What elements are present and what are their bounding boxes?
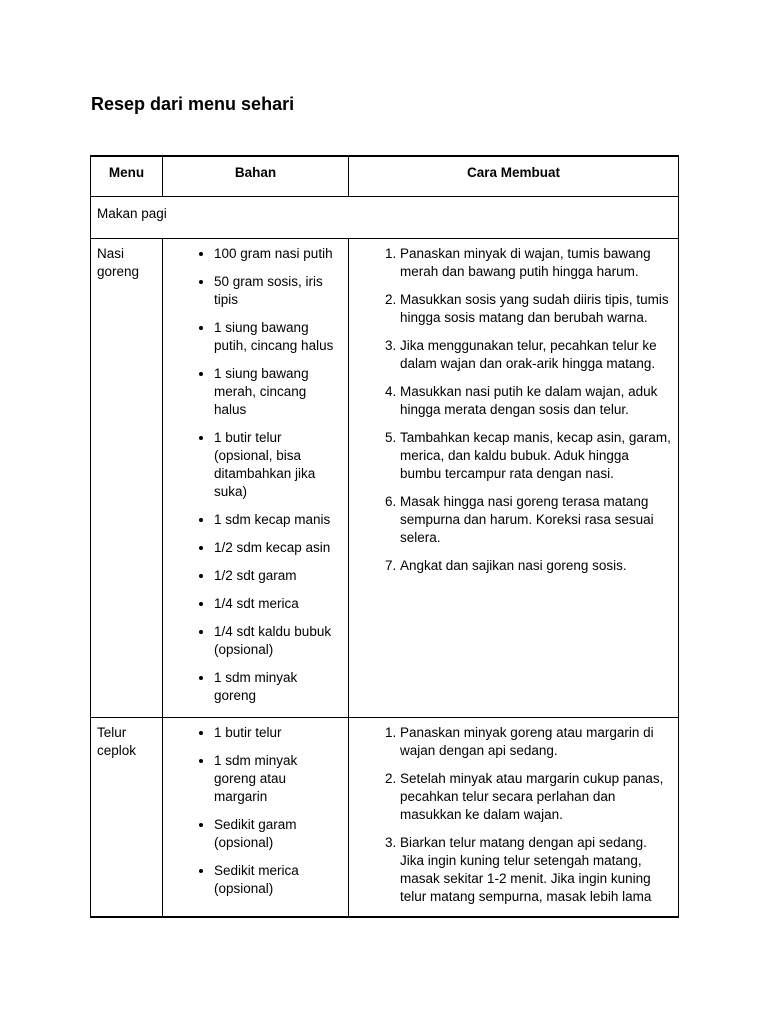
step-list [349, 245, 672, 575]
ingredients-cell [163, 717, 349, 917]
menu-name: Telur ceplok [91, 717, 163, 917]
ingredient-item: • 1 siung bawang merah, cincang halus [214, 365, 342, 419]
ingredient-item: • Sedikit garam (opsional) [214, 816, 342, 852]
step-item: 5. Tambahkan kecap manis, kecap asin, garam, merica, dan kaldu bubuk. Aduk hingga bumbu tercampur rata dengan nasi. [400, 429, 672, 483]
ingredient-item: • 1 sdm minyak goreng atau margarin [214, 752, 342, 806]
section-row [91, 196, 679, 238]
ingredient-item: • 1 sdm minyak goreng [214, 669, 342, 705]
ingredient-list [163, 724, 342, 898]
header-cara-membuat: Cara Membuat [349, 156, 679, 196]
recipe-table [90, 155, 679, 918]
steps-cell [349, 717, 679, 917]
ingredient-item: • 1/4 sdt merica [214, 595, 342, 613]
ingredient-item: • 1 butir telur [214, 724, 342, 742]
step-item: 1. Panaskan minyak goreng atau margarin di wajan dengan api sedang. [400, 724, 672, 760]
steps-cell [349, 238, 679, 717]
step-item: 7. Angkat dan sajikan nasi goreng sosis. [400, 557, 672, 575]
ingredient-item: • 50 gram sosis, iris tipis [214, 273, 342, 309]
ingredient-list [163, 245, 342, 705]
step-list [349, 724, 672, 906]
table-row [91, 238, 679, 717]
header-bahan: Bahan [163, 156, 349, 196]
step-item: 4. Masukkan nasi putih ke dalam wajan, aduk hingga merata dengan sosis dan telur. [400, 383, 672, 419]
step-item: 1. Panaskan minyak di wajan, tumis bawang merah dan bawang putih hingga harum. [400, 245, 672, 281]
menu-name: Nasi goreng [91, 238, 163, 717]
section-label: Makan pagi [91, 196, 679, 238]
step-item: 3. Biarkan telur matang dengan api sedang. Jika ingin kuning telur setengah matang, masak sekitar 1-2 menit. Jika ingin kuning telur matang sempurna, masak lebih lama [400, 834, 672, 906]
step-item: 3. Jika menggunakan telur, pecahkan telur ke dalam wajan dan orak-arik hingga matang. [400, 337, 672, 373]
ingredient-item: • 1/2 sdm kecap asin [214, 539, 342, 557]
ingredient-item: • 1 sdm kecap manis [214, 511, 342, 529]
step-item: 2. Setelah minyak atau margarin cukup panas, pecahkan telur secara perlahan dan masukkan ke dalam wajan. [400, 770, 672, 824]
ingredient-item: • 1/4 sdt kaldu bubuk (opsional) [214, 623, 342, 659]
ingredient-item: • 1/2 sdt garam [214, 567, 342, 585]
header-menu: Menu [91, 156, 163, 196]
step-item: 6. Masak hingga nasi goreng terasa matang sempurna dan harum. Koreksi rasa sesuai selera. [400, 493, 672, 547]
table-header-row [91, 156, 679, 196]
table-row [91, 717, 679, 917]
ingredient-item: • 1 butir telur (opsional, bisa ditambahkan jika suka) [214, 429, 342, 501]
ingredient-item: • 100 gram nasi putih [214, 245, 342, 263]
ingredient-item: • 1 siung bawang putih, cincang halus [214, 319, 342, 355]
ingredients-cell [163, 238, 349, 717]
step-item: 2. Masukkan sosis yang sudah diiris tipis, tumis hingga sosis matang dan berubah warna. [400, 291, 672, 327]
page-title: Resep dari menu sehari [91, 94, 295, 114]
ingredient-item: • Sedikit merica (opsional) [214, 862, 342, 898]
